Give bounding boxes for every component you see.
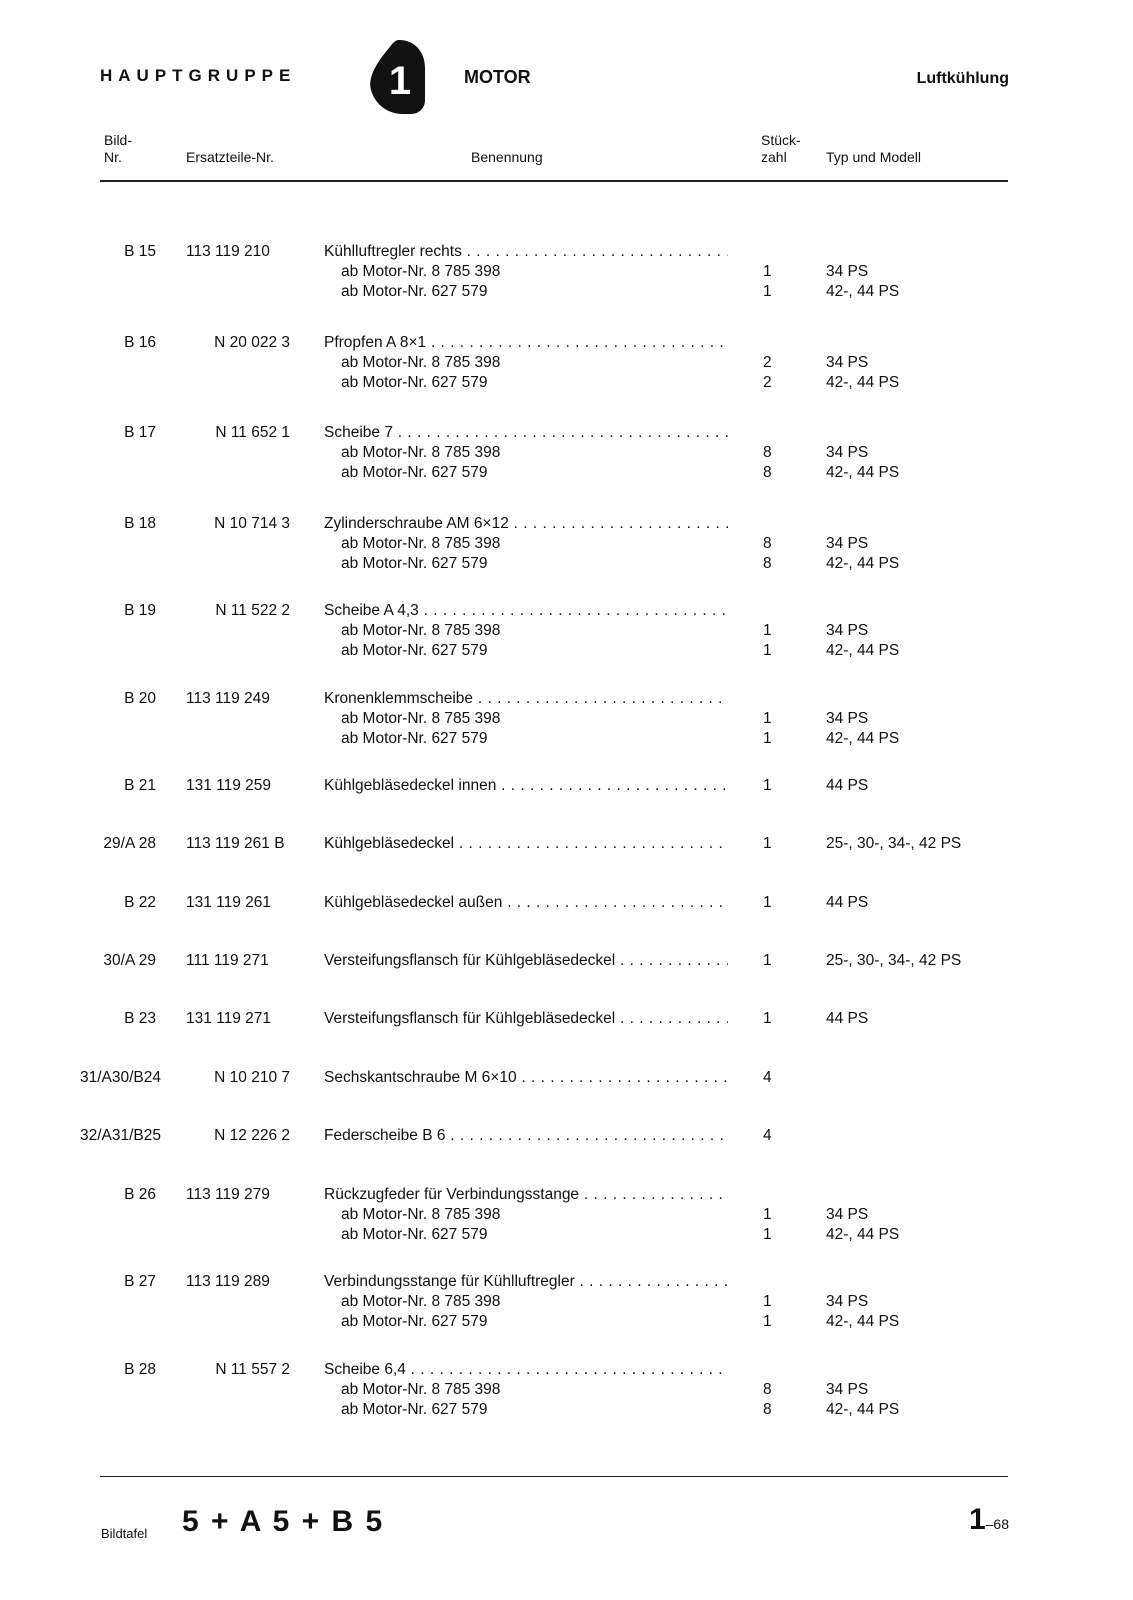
engine-range: ab Motor-Nr. 8 785 398 (341, 622, 501, 639)
table-subrow (0, 1380, 1133, 1400)
table-subrow (0, 1292, 1133, 1312)
bild-nr: B 20 (124, 690, 156, 707)
table-subrow (0, 729, 1133, 749)
table-row (0, 689, 1133, 709)
table-subrow (0, 621, 1133, 641)
part-number: 113 119 289 (186, 1273, 270, 1290)
bild-nr: B 21 (124, 777, 156, 794)
bild-nr: 31/A30/B24 (80, 1069, 162, 1086)
engine-range: ab Motor-Nr. 8 785 398 (341, 1206, 501, 1223)
type-model: 42-, 44 PS (826, 730, 900, 747)
table-subrow (0, 262, 1133, 282)
type-model: 42-, 44 PS (826, 642, 900, 659)
part-number: 111 119 271 (186, 952, 269, 969)
table-row (0, 834, 1133, 854)
type-model: 34 PS (826, 1293, 869, 1310)
quantity: 8 (763, 1401, 772, 1418)
quantity: 8 (763, 555, 772, 572)
part-name: Scheibe A 4,3 . . . (324, 601, 728, 621)
quantity: 8 (763, 444, 772, 461)
quantity: 8 (763, 1381, 772, 1398)
table-subrow (0, 554, 1133, 574)
quantity: 1 (763, 835, 772, 852)
group-label: HAUPTGRUPPE (100, 66, 297, 85)
type-model: 34 PS (826, 1206, 869, 1223)
table-row (0, 1360, 1133, 1380)
engine-range: ab Motor-Nr. 8 785 398 (341, 444, 501, 461)
part-number: 131 119 271 (186, 1010, 272, 1027)
type-model: 42-, 44 PS (826, 374, 900, 391)
group-title: MOTOR (464, 67, 531, 87)
quantity: 1 (763, 1226, 772, 1243)
part-number: 113 119 279 (186, 1186, 270, 1203)
table-subrow (0, 353, 1133, 373)
engine-range: ab Motor-Nr. 8 785 398 (341, 535, 501, 552)
quantity: 1 (763, 730, 772, 747)
plate-value: 5 + A 5 + B 5 (182, 1505, 385, 1538)
table-row (0, 1126, 1133, 1146)
part-name: Federscheibe B 6 . . . (324, 1126, 728, 1146)
leader-dots (406, 1361, 728, 1378)
bild-nr: B 22 (124, 894, 156, 911)
part-name: Scheibe 7 . . . (324, 423, 728, 443)
part-number: N 11 652 1 (215, 424, 290, 441)
table-row (0, 514, 1133, 534)
type-model: 34 PS (826, 535, 869, 552)
quantity: 1 (763, 894, 772, 911)
part-name: Sechskantschraube M 6×10 . . . (324, 1068, 728, 1088)
bild-nr: B 17 (124, 424, 156, 441)
bild-nr: B 18 (124, 515, 156, 532)
group-number: 1 (388, 59, 412, 103)
part-name: Zylinderschraube AM 6×12 . . . (324, 514, 728, 534)
leader-dots (579, 1186, 728, 1203)
type-model: 42-, 44 PS (826, 555, 900, 572)
header-rule (100, 180, 1008, 182)
table-subrow (0, 373, 1133, 393)
part-number: N 11 522 2 (215, 602, 290, 619)
quantity: 1 (763, 622, 772, 639)
part-number: 131 119 261 (186, 894, 272, 911)
quantity: 4 (763, 1069, 772, 1086)
leader-dots (473, 690, 728, 707)
quantity: 1 (763, 1293, 772, 1310)
group-number-badge (367, 38, 427, 116)
type-model: 42-, 44 PS (826, 1226, 900, 1243)
part-number: 113 119 261 B (186, 835, 285, 852)
leader-dots (462, 243, 728, 260)
table-subrow (0, 641, 1133, 661)
type-model: 44 PS (826, 894, 869, 911)
type-model: 34 PS (826, 444, 869, 461)
part-number: N 11 557 2 (215, 1361, 290, 1378)
leader-dots (517, 1069, 728, 1086)
quantity: 2 (763, 354, 772, 371)
part-name: Kühlgebläsedeckel innen . . . (324, 776, 728, 796)
type-model: 34 PS (826, 710, 869, 727)
leader-dots (446, 1127, 729, 1144)
leader-dots (419, 602, 728, 619)
bild-nr: 30/A 29 (103, 952, 156, 969)
leader-dots (502, 894, 728, 911)
engine-range: ab Motor-Nr. 8 785 398 (341, 1381, 501, 1398)
table-row (0, 951, 1133, 971)
bild-nr: 32/A31/B25 (80, 1127, 162, 1144)
footer-rule (100, 1476, 1008, 1477)
col-header-qty: Stück- zahl (761, 132, 801, 165)
table-subrow (0, 282, 1133, 302)
table-row (0, 1009, 1133, 1029)
engine-range: ab Motor-Nr. 8 785 398 (341, 1293, 501, 1310)
part-name: Rückzugfeder für Verbindungsstange . . . (324, 1185, 728, 1205)
quantity: 4 (763, 1127, 772, 1144)
part-name: Verbindungsstange für Kühlluftregler . . . (324, 1272, 728, 1292)
quantity: 1 (763, 642, 772, 659)
table-subrow (0, 1312, 1133, 1332)
type-model: 34 PS (826, 263, 869, 280)
quantity: 1 (763, 777, 772, 794)
table-subrow (0, 534, 1133, 554)
quantity: 1 (763, 263, 772, 280)
engine-range: ab Motor-Nr. 627 579 (341, 464, 488, 481)
page-number: 1–68 (968, 1503, 1009, 1536)
engine-range: ab Motor-Nr. 8 785 398 (341, 710, 501, 727)
leader-dots (509, 515, 728, 532)
quantity: 1 (763, 952, 772, 969)
engine-range: ab Motor-Nr. 627 579 (341, 1313, 488, 1330)
engine-range: ab Motor-Nr. 627 579 (341, 374, 488, 391)
type-model: 44 PS (826, 777, 869, 794)
table-row (0, 423, 1133, 443)
leader-dots (575, 1273, 728, 1290)
table-row (0, 893, 1133, 913)
type-model: 25-, 30-, 34-, 42 PS (826, 835, 962, 852)
section-title: Luftkühlung (916, 70, 1009, 87)
bild-nr: B 26 (124, 1186, 156, 1203)
type-model: 42-, 44 PS (826, 283, 900, 300)
leader-dots (615, 1010, 728, 1027)
type-model: 42-, 44 PS (826, 1313, 900, 1330)
part-number: N 10 210 7 (214, 1069, 290, 1086)
leader-dots (615, 952, 728, 969)
table-row (0, 1068, 1133, 1088)
part-name: Pfropfen A 8×1 . . . (324, 333, 728, 353)
type-model: 34 PS (826, 1381, 869, 1398)
table-row (0, 333, 1133, 353)
leader-dots (393, 424, 728, 441)
col-header-part: Ersatzteile-Nr. (186, 149, 274, 165)
engine-range: ab Motor-Nr. 627 579 (341, 283, 488, 300)
col-header-bild: Bild- Nr. (104, 132, 133, 165)
part-name: Kühlgebläsedeckel außen . . . (324, 893, 728, 913)
table-subrow (0, 1225, 1133, 1245)
quantity: 1 (763, 283, 772, 300)
engine-range: ab Motor-Nr. 627 579 (341, 555, 488, 572)
bild-nr: 29/A 28 (103, 835, 156, 852)
engine-range: ab Motor-Nr. 627 579 (341, 642, 488, 659)
quantity: 1 (763, 710, 772, 727)
table-subrow (0, 1400, 1133, 1420)
table-subrow (0, 463, 1133, 483)
part-name: Kühlgebläsedeckel . . . (324, 834, 728, 854)
part-name: Versteifungsflansch für Kühlgebläsedeckel . . . (324, 951, 728, 971)
table-subrow (0, 1205, 1133, 1225)
bild-nr: B 27 (124, 1273, 156, 1290)
table-row (0, 1272, 1133, 1292)
engine-range: ab Motor-Nr. 627 579 (341, 1226, 488, 1243)
col-header-type: Typ und Modell (826, 149, 921, 165)
quantity: 1 (763, 1313, 772, 1330)
type-model: 44 PS (826, 1010, 869, 1027)
engine-range: ab Motor-Nr. 627 579 (341, 1401, 488, 1418)
quantity: 2 (763, 374, 772, 391)
leader-dots (426, 334, 728, 351)
bild-nr: B 15 (124, 243, 156, 260)
part-number: N 20 022 3 (214, 334, 290, 351)
type-model: 25-, 30-, 34-, 42 PS (826, 952, 962, 969)
plate-label: Bildtafel (101, 1526, 148, 1541)
bild-nr: B 28 (124, 1361, 156, 1378)
table-row (0, 601, 1133, 621)
type-model: 34 PS (826, 622, 869, 639)
quantity: 1 (763, 1010, 772, 1027)
engine-range: ab Motor-Nr. 8 785 398 (341, 263, 501, 280)
part-name: Scheibe 6,4 . . . (324, 1360, 728, 1380)
col-header-name: Benennung (471, 149, 543, 165)
leader-dots (454, 835, 728, 852)
table-subrow (0, 709, 1133, 729)
table-row (0, 1185, 1133, 1205)
part-number: 113 119 210 (186, 243, 270, 260)
part-number: N 12 226 2 (214, 1127, 290, 1144)
quantity: 8 (763, 535, 772, 552)
part-number: N 10 714 3 (214, 515, 290, 532)
part-name: Kronenklemmscheibe . . . (324, 689, 728, 709)
leader-dots (496, 777, 728, 794)
type-model: 34 PS (826, 354, 869, 371)
table-row (0, 776, 1133, 796)
table-row (0, 242, 1133, 262)
quantity: 1 (763, 1206, 772, 1223)
part-name: Kühlluftregler rechts . . . (324, 242, 728, 262)
engine-range: ab Motor-Nr. 8 785 398 (341, 354, 501, 371)
bild-nr: B 16 (124, 334, 156, 351)
table-subrow (0, 443, 1133, 463)
bild-nr: B 19 (124, 602, 156, 619)
part-number: 113 119 249 (186, 690, 270, 707)
quantity: 8 (763, 464, 772, 481)
bild-nr: B 23 (124, 1010, 156, 1027)
part-name: Versteifungsflansch für Kühlgebläsedeckel . . . (324, 1009, 728, 1029)
type-model: 42-, 44 PS (826, 464, 900, 481)
part-number: 131 119 259 (186, 777, 272, 794)
type-model: 42-, 44 PS (826, 1401, 900, 1418)
engine-range: ab Motor-Nr. 627 579 (341, 730, 488, 747)
